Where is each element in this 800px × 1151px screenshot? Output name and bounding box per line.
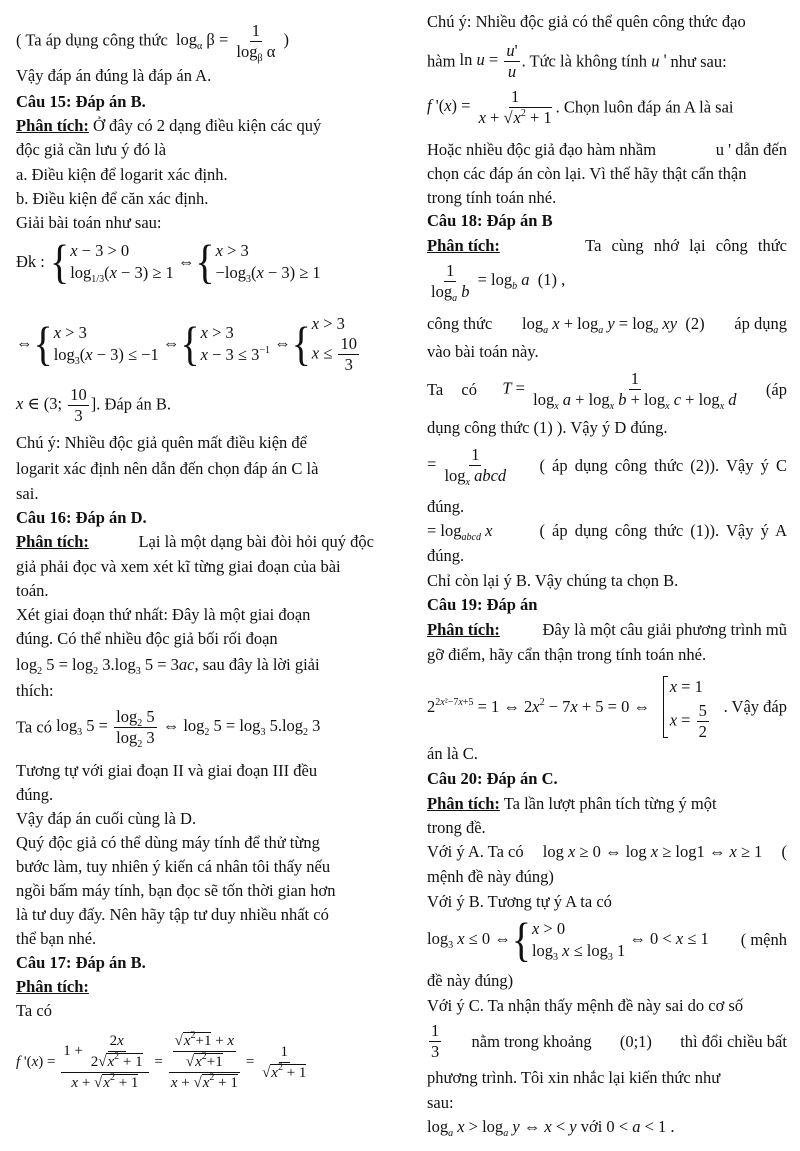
q18-formula2: công thức $\log_a x + \log_a y = \log_a$ xy (2) áp dụng — [427, 314, 787, 336]
q18-line8: đúng. — [427, 546, 465, 565]
q15-system2: ⇔{ x > 3 $\log_3(x - 3) \le -1$ ⇔{ x > 3 $x - 3 \le 3^{-1}$ ⇔{ x > 3 x ≤ $\frac{10}{3}$ — [16, 314, 357, 374]
q19-line3: án là C. — [427, 744, 478, 763]
intro-formula: $\log_\alpha \beta$ = $\frac{1}{\log_\beta \alpha}$ ) — [175, 21, 289, 64]
q19-title: Câu 19: Đáp án — [427, 595, 538, 614]
r-line6: trong tính toán nhé. — [427, 188, 557, 207]
q16-line14: là tư duy đấy. Nên hãy tập tư duy nhiều nhất có — [16, 905, 329, 924]
q20-line5: Với ý B. Tương tự ý A ta có — [427, 892, 612, 911]
q19-analysis: Phân tích: Đây là một câu giải phương trình mũ — [427, 620, 787, 639]
q16-taco: Ta có $\log_3 5$ = $\frac{\log_2 5}{\log_2 3}$ ⇔ $\log_2 5 = \log_3 5.\log_2$ 3 — [16, 707, 321, 750]
q15-line2: độc giả cần lưu ý đó là — [16, 140, 167, 159]
q20-title: Câu 20: Đáp án C. — [427, 769, 558, 788]
q19-equation: $2^{2x^2-7x+5} = 1$ ⇔ $2x^2 - 7x + 5 = 0$ ⇔ x = 1 x = $\frac{5}{2}$ . Vậy đáp — [427, 677, 787, 741]
q16-line9: đúng. — [16, 785, 54, 804]
line-answer-a: Vậy đáp án đúng là đáp án A. — [16, 66, 212, 85]
q16-line11: Quý độc giả có thể dùng máy tính để thử từng — [16, 833, 320, 852]
q15-note1: Chú ý: Nhiều độc giả quên mất điều kiện để — [16, 433, 307, 452]
q18-T: Ta có T = $\frac{1}{\log_x a + \log_x b + \log_x c + \log_x d}$ (áp — [427, 369, 787, 412]
q15-cond-a: a. Điều kiện để logarit xác định. — [16, 165, 228, 184]
q18-title: Câu 18: Đáp án B — [427, 211, 553, 230]
q20-line4: mệnh đề này đúng) — [427, 867, 554, 886]
q16-line8: Tương tự với giai đoạn II và giai đoạn III đều — [16, 761, 318, 780]
q16-analysis: Phân tích: Lại là một dạng bài đòi hỏi quý độc — [16, 532, 374, 551]
r-wrong-derivative: f '(x) = $\frac{1}{x + √x^2 + 1}$ . Chọn luôn đáp án A là sai — [427, 87, 734, 127]
q16-line7: thích: — [16, 681, 54, 700]
r-line4: Hoặc nhiều độc giả đạo hàm nhầm u ' dẫn đến — [427, 140, 787, 159]
q19-line2: gỡ điểm, hãy cẩn thận trong tính toán nhé. — [427, 645, 707, 664]
q16-line12: bước làm, tuy nhiên ý kiến cá nhân tôi thấy nếu — [16, 857, 331, 876]
q15-note3: sai. — [16, 484, 39, 503]
q16-line2: giả phải đọc và xem xét kĩ từng giai đoạn của bài — [16, 557, 341, 576]
q20-optB: $\log_3 x \le 0$ ⇔{ x > 0 $\log_3 x \le \log_3 1$ ⇔ 0 < x ≤ 1 ( mệnh — [427, 912, 787, 967]
q15-cond-b: b. Điều kiện để căn xác định. — [16, 189, 209, 208]
q20-line11: sau: — [427, 1093, 454, 1112]
q20-line2: trong đề. — [427, 818, 486, 837]
q20-optC: $\frac{1}{3}$ nằm trong khoảng (0;1) thì đổi chiều bất — [431, 1021, 787, 1061]
q20-line7: đề này đúng) — [427, 971, 514, 990]
q18-analysis: Phân tích: Ta cùng nhớ lại công thức — [427, 236, 787, 255]
q15-solve: Giải bài toán như sau: — [16, 213, 162, 232]
q15-title: Câu 15: Đáp án B. — [16, 92, 146, 111]
q16-line5: đúng. Có thể nhiều độc giả bối rối đoạn — [16, 629, 278, 648]
q16-log-eq: $\log_2 5 = \log_2 3.\log_3$ 5 = 3ac, sau đây là lời giải — [16, 655, 320, 677]
q20-optA: Với ý A. Ta có log x ≥ 0 ⇔ log x ≥ log1 ⇔ x ≥ 1 ( — [427, 842, 787, 861]
q18-line6: đúng. — [427, 497, 465, 516]
q18-step2: = $\frac{1}{\log_x abcd}$ ( áp dụng công thức (2)). Vậy ý C — [427, 445, 787, 488]
q15-condition-system: Đk : { x − 3 > 0 $\log_{1/3}(x - 3) \ge 1$ ⇔{ x > 3 $-\log_3(x - 3) \ge 1$ — [16, 234, 321, 289]
r-line5: chọn các đáp án còn lại. Vì thế hãy thật cẩn thận — [427, 164, 747, 183]
q16-title: Câu 16: Đáp án D. — [16, 508, 147, 527]
r-ln-formula: hàm ln u = $\frac{u'}{u}$ . Tức là không tính u ' như sau: — [427, 41, 727, 81]
q20-analysis: Phân tích: Ta lần lượt phân tích từng ý một — [427, 794, 717, 813]
q18-step3: = $\log_{abcd} x$ ( áp dụng công thức (1)). Vậy ý A — [427, 521, 787, 543]
q17-title: Câu 17: Đáp án B. — [16, 953, 146, 972]
q17-analysis: Phân tích: — [16, 977, 89, 996]
q20-line8: Với ý C. Ta nhận thấy mệnh đề này sai do cơ số — [427, 996, 744, 1015]
intro-note: ( Ta áp dụng công thức $\log_\alpha \beta$ = $\frac{1}{\log_\beta \alpha}$ ) — [16, 21, 289, 64]
q20-line10: phương trình. Tôi xin nhắc lại kiến thức như — [427, 1068, 721, 1087]
q18-line9: Chỉ còn lại ý B. Vậy chúng ta chọn B. — [427, 571, 679, 590]
q17-derivative: f '(x) = 1 + $\frac{2x}{2√x^2 + 1}$ $x + √x^2 + 1$ = $\frac{\frac{√x^2+1 + x}{√x^2+1}}{x + √x^2 + 1}$ = $\frac{1}{√x^2 + 1}$ — [16, 1030, 307, 1091]
q16-line15: thể bạn nhé. — [16, 929, 97, 948]
q18-line4: dụng công thức (1) ). Vậy ý D đúng. — [427, 418, 668, 437]
r-note1: Chú ý: Nhiều độc giả có thể quên công thức đạo — [427, 12, 746, 31]
q16-line4: Xét giai đoạn thứ nhất: Đây là một giai đoạn — [16, 605, 311, 624]
q16-line10: Vậy đáp án cuối cùng là D. — [16, 809, 197, 828]
q15-interval: x ∈ (3; $\frac{10}{3}$ ]. Đáp án B. — [16, 385, 171, 425]
q17-taco: Ta có — [16, 1001, 52, 1020]
q18-formula1: $\frac{1}{\log_a b}$ = $\log_b a$ (1) , — [431, 261, 566, 304]
q15-note2: logarit xác định nên dẫn đến chọn đáp án C là — [16, 459, 319, 478]
q18-line3: vào bài toán này. — [427, 342, 539, 361]
q16-line3: toán. — [16, 581, 49, 600]
q15-analysis: Phân tích: Ở đây có 2 dạng điều kiện các quý — [16, 116, 322, 135]
q20-rule: $\log_a x > \log_a y$ ⇔ x < y với 0 < a < 1 . — [427, 1117, 675, 1139]
q16-line13: ngồi bấm máy tính, bạn đọc sẽ tốn thời gian hơn — [16, 881, 336, 900]
